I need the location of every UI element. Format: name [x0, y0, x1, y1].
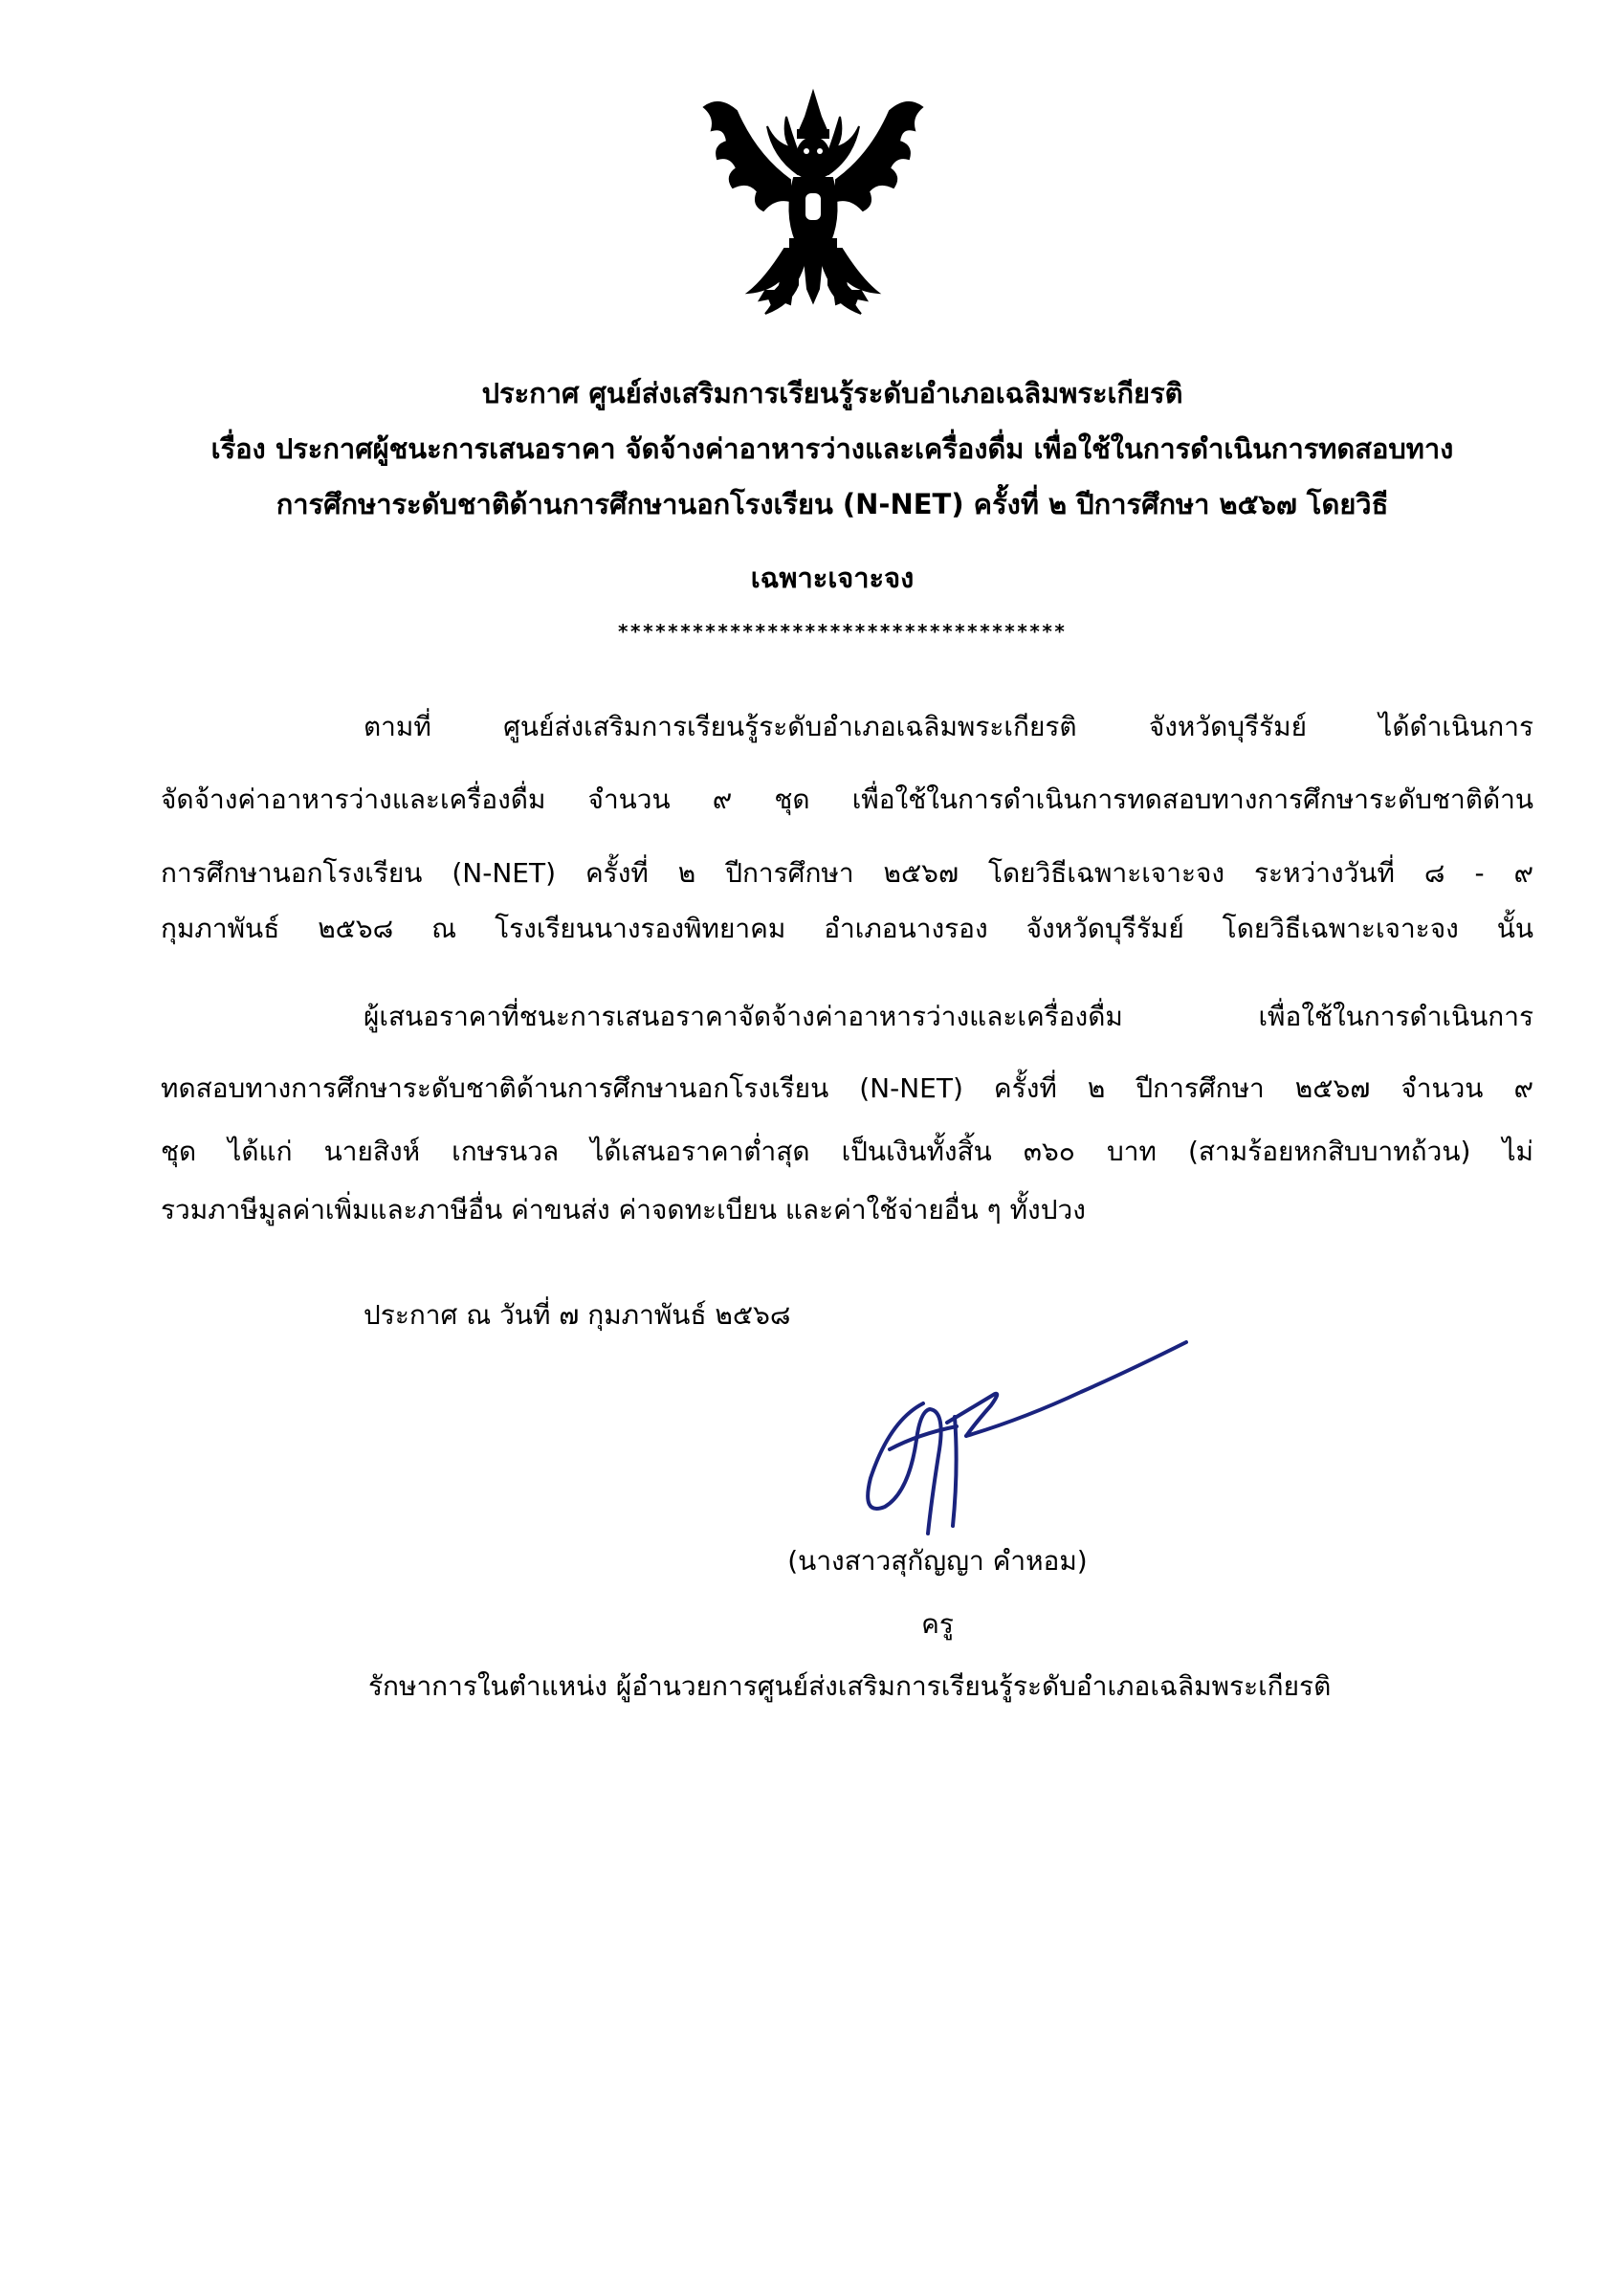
garuda-emblem-icon — [698, 88, 928, 329]
announcement-date: ประกาศ ณ วันที่ ๗ กุมภาพันธ์ ๒๕๖๘ — [364, 1299, 791, 1331]
paragraph-2-line-2: ทดสอบทางการศึกษาระดับชาติด้านการศึกษานอกโรงเรียน (N-NET) ครั้งที่ ๒ ปีการศึกษา ๒๕๖๗ จำนวน ๙ — [161, 1072, 1533, 1104]
paragraph-2-line-4: รวมภาษีมูลค่าเพิ่มและภาษีอื่น ค่าขนส่ง ค่าจดทะเบียน และค่าใช้จ่ายอื่น ๆ ทั้งปวง — [161, 1194, 1086, 1225]
paragraph-2-line-1: ผู้เสนอราคาที่ชนะการเสนอราคาจัดจ้างค่าอาหารว่างและเครื่องดื่ม เพื่อใช้ในการดำเนินการ — [364, 1001, 1533, 1032]
subject-line-3: เฉพาะเจาะจง — [750, 562, 915, 594]
paragraph-1-line-4: กุมภาพันธ์ ๒๕๖๘ ณ โรงเรียนนางรองพิทยาคม อำเภอนางรอง จังหวัดบุรีรัมย์ โดยวิธีเฉพาะเจาะจง นั้น — [161, 913, 1533, 944]
subject-line-1: เรื่อง ประกาศผู้ชนะการเสนอราคา จัดจ้างค่าอาหารว่างและเครื่องดื่ม เพื่อใช้ในการดำเนินการทดสอบทาง — [210, 432, 1454, 465]
paragraph-1-line-1: ตามที่ ศูนย์ส่งเสริมการเรียนรู้ระดับอำเภอเฉลิมพระเกียรติ จังหวัดบุรีรัมย์ ได้ดำเนินการ — [364, 711, 1533, 742]
paragraph-1-line-3: การศึกษานอกโรงเรียน (N-NET) ครั้งที่ ๒ ปีการศึกษา ๒๕๖๗ โดยวิธีเฉพาะเจาะจง ระหว่างวันที่ ๘ - ๙ — [161, 857, 1533, 889]
signer-position: ครู — [921, 1608, 954, 1640]
announcement-title: ประกาศ ศูนย์ส่งเสริมการเรียนรู้ระดับอำเภอเฉลิมพระเกียรติ — [481, 377, 1183, 409]
signer-name: (นางสาวสุกัญญา คำหอม) — [787, 1545, 1088, 1577]
paragraph-2-line-3: ชุด ได้แก่ นายสิงห์ เกษรนวล ได้เสนอราคาต่ำสุด เป็นเงินทั้งสิ้น ๓๖๐ บาท (สามร้อยหกสิบบาทถ้วน) ไม่ — [161, 1136, 1533, 1167]
signer-acting-role: รักษาการในตำแหน่ง ผู้อำนวยการศูนย์ส่งเสริมการเรียนรู้ระดับอำเภอเฉลิมพระเกียรติ — [368, 1670, 1332, 1702]
paragraph-1-line-2: จัดจ้างค่าอาหารว่างและเครื่องดื่ม จำนวน ๙ ชุด เพื่อใช้ในการดำเนินการทดสอบทางการศึกษาระดับชาติด้าน — [161, 784, 1533, 815]
handwritten-signature — [832, 1335, 1196, 1545]
subject-line-2: การศึกษาระดับชาติด้านการศึกษานอกโรงเรียน (N-NET) ครั้งที่ ๒ ปีการศึกษา ๒๕๖๗ โดยวิธี — [276, 488, 1389, 520]
separator-line: ************************************ — [617, 620, 1067, 643]
